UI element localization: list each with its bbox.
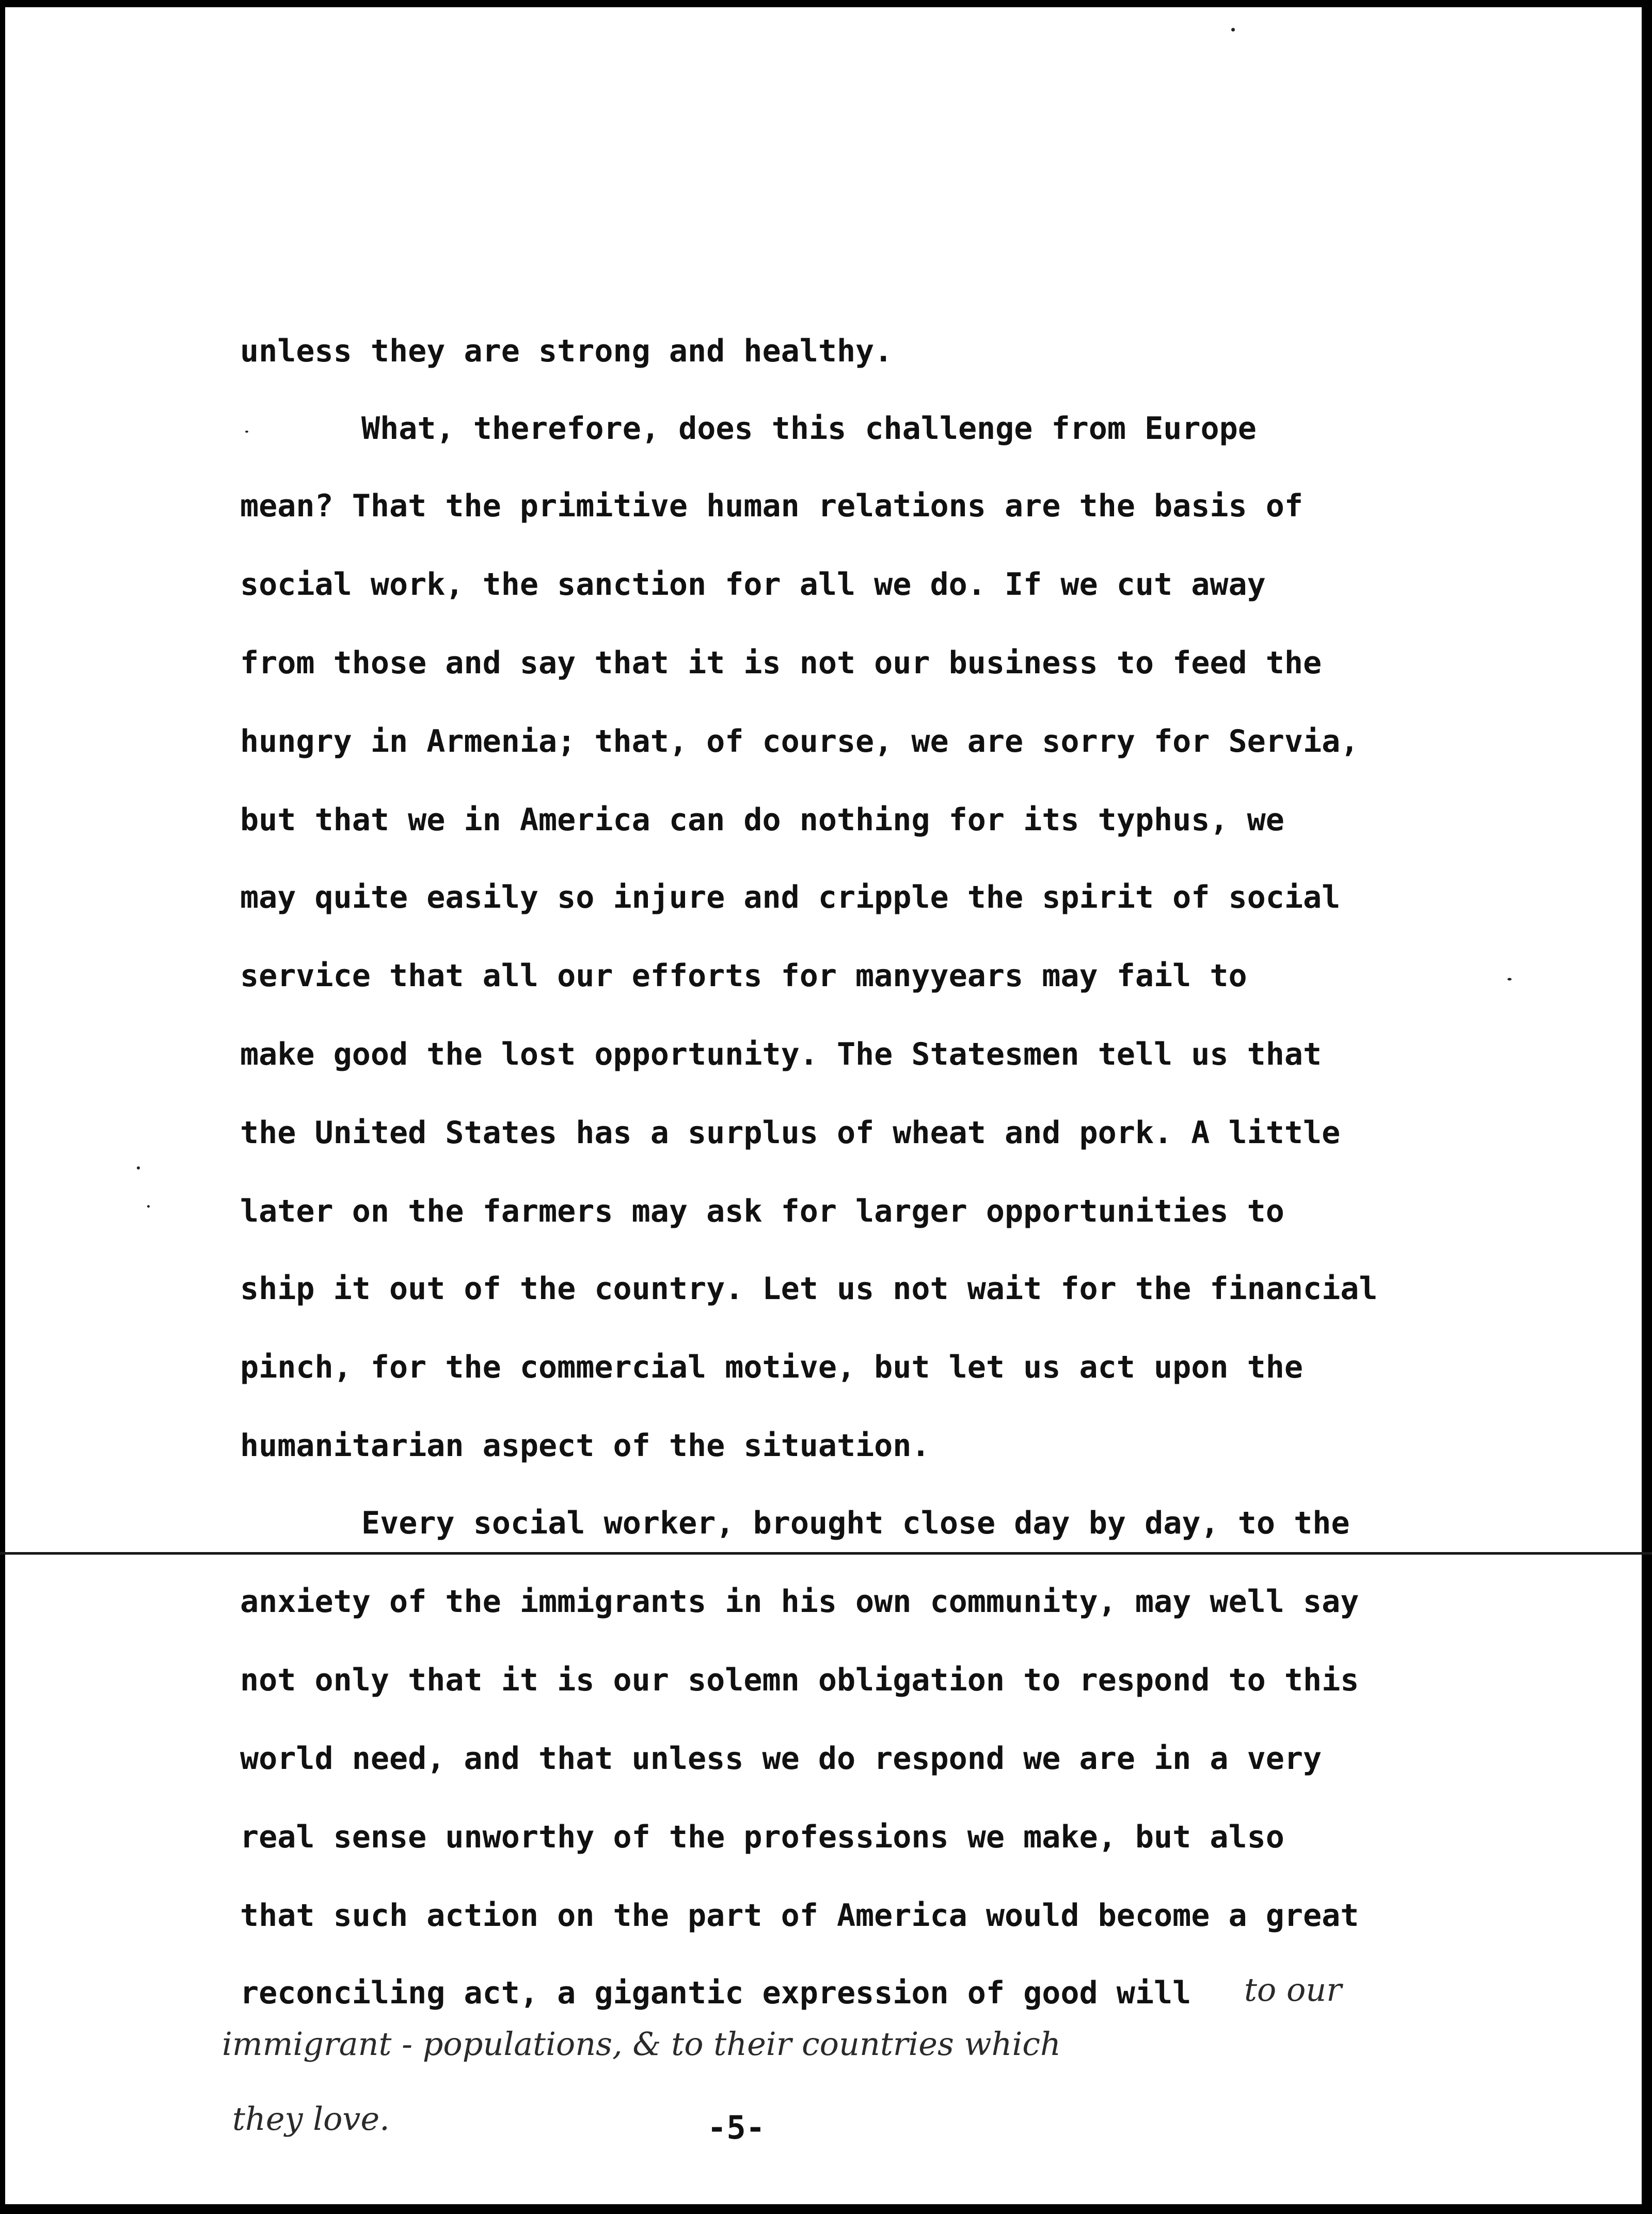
text-line-13: ship it out of the country. Let us not wait for the financial <box>240 1271 1378 1307</box>
handwritten-note-3: they love. <box>232 2100 390 2138</box>
text-line-14: pinch, for the commercial motive, but let us act upon the <box>240 1349 1304 1385</box>
text-line-19: world need, and that unless we do respond we are in a very <box>240 1741 1322 1777</box>
text-line-1: unless they are strong and healthy. <box>240 333 893 369</box>
text-line-16: Every social worker, brought close day by day, to the <box>361 1505 1350 1541</box>
document-page <box>5 7 1642 2204</box>
text-line-6: hungry in Armenia; that, of course, we are sorry for Servia, <box>240 723 1359 760</box>
text-line-3: mean? That the primitive human relations are the basis of <box>240 488 1304 524</box>
page-fold-line <box>0 1552 1652 1555</box>
text-line-10: make good the lost opportunity. The Statesmen tell us that <box>240 1036 1322 1072</box>
text-line-18: not only that it is our solemn obligation to respond to this <box>240 1662 1359 1698</box>
text-line-5: from those and say that it is not our business to feed the <box>240 645 1322 681</box>
text-line-9: service that all our efforts for manyyears may fail to <box>240 958 1247 994</box>
paper-speck <box>137 1166 140 1169</box>
text-line-2: What, therefore, does this challenge from Europe <box>361 410 1257 447</box>
text-line-12: later on the farmers may ask for larger opportunities to <box>240 1193 1284 1229</box>
handwritten-note-1: to our <box>1244 1971 1342 2009</box>
text-line-7: but that we in America can do nothing for its typhus, we <box>240 802 1284 838</box>
text-line-20: real sense unworthy of the professions we make, but also <box>240 1819 1284 1855</box>
text-line-21: that such action on the part of America would become a great <box>240 1897 1359 1934</box>
handwritten-note-2: immigrant - populations, & to their countries which <box>222 2025 1061 2063</box>
text-line-8: may quite easily so injure and cripple the spirit of social <box>240 879 1341 915</box>
text-line-17: anxiety of the immigrants in his own community, may well say <box>240 1584 1359 1620</box>
text-line-22: reconciling act, a gigantic expression of good will <box>240 1975 1192 2011</box>
paper-speck <box>1507 978 1512 981</box>
page-number: -5- <box>707 2109 765 2146</box>
text-line-4: social work, the sanction for all we do. If we cut away <box>240 566 1266 603</box>
paper-speck <box>245 431 248 433</box>
text-line-15: humanitarian aspect of the situation. <box>240 1428 930 1464</box>
paper-speck <box>1231 28 1235 31</box>
paper-speck <box>147 1205 150 1208</box>
text-line-11: the United States has a surplus of wheat and pork. A little <box>240 1115 1341 1151</box>
